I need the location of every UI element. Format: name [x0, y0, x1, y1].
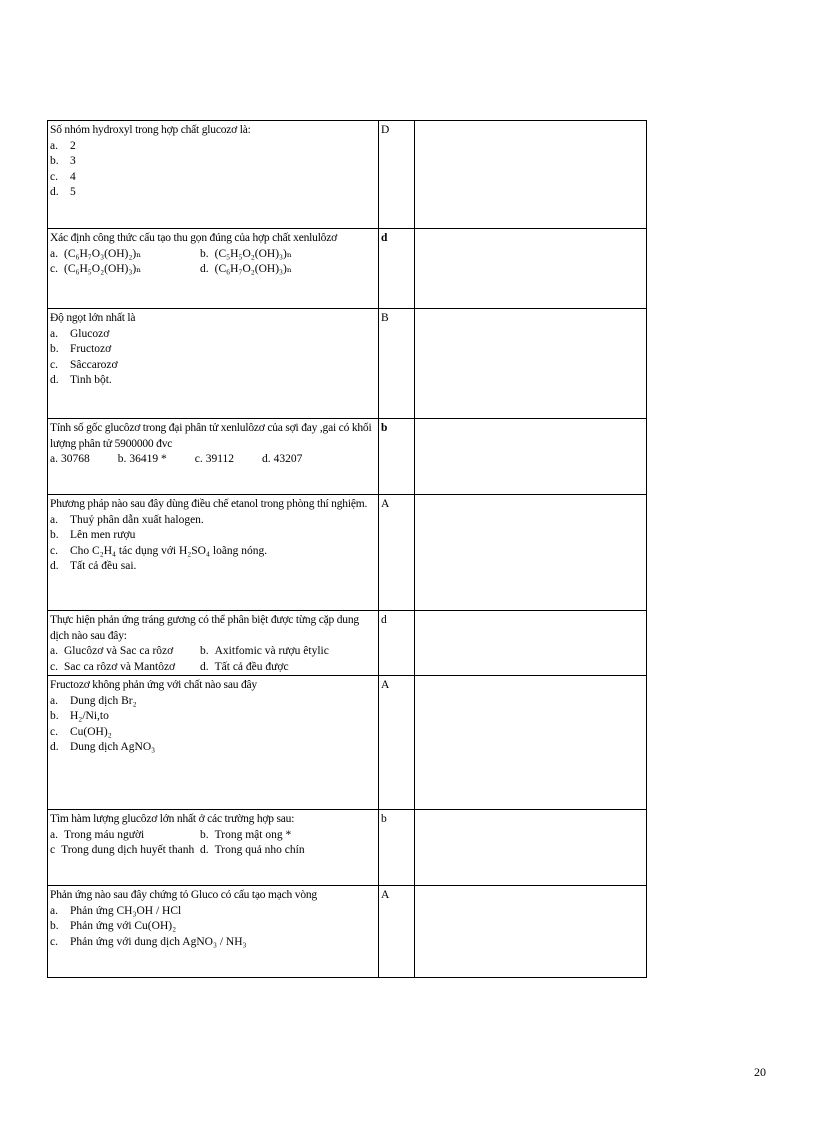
option-text: Lên men rượu	[70, 529, 136, 542]
option-item	[50, 170, 376, 186]
option-list	[50, 828, 376, 859]
option-text: (C₆H₇O₂(OH)₃)ₙ	[214, 263, 292, 276]
option-item	[200, 828, 376, 844]
option-label: a.	[50, 904, 58, 917]
option-list	[50, 904, 376, 951]
question-cell	[48, 810, 379, 886]
answer-key: D	[381, 124, 390, 136]
quiz-table	[47, 120, 647, 978]
option-text: 43207	[273, 453, 303, 466]
option-text: Phản ứng CH₃OH / HCl	[70, 904, 182, 917]
option-label: b.	[200, 247, 209, 260]
option-label: a.	[50, 327, 58, 340]
option-item	[50, 139, 376, 155]
option-item	[50, 247, 200, 263]
answer-key: B	[381, 312, 389, 324]
option-item	[50, 154, 376, 170]
answer-key: b	[381, 813, 387, 826]
question-stem: Xác định công thức cấu tạo thu gọn đúng của hợp chất xenlulôzơ	[50, 232, 338, 244]
option-item	[50, 185, 376, 201]
option-item	[50, 544, 376, 560]
option-label: c.	[50, 358, 58, 371]
option-text: Sac ca rôzơ và Mantôzơ	[63, 660, 176, 673]
option-text: Tất cả đều được	[214, 660, 289, 673]
answer-key: A	[381, 498, 390, 510]
option-text: 2	[70, 139, 76, 152]
option-item	[200, 247, 376, 263]
option-label: d.	[50, 741, 59, 754]
option-label: c.	[194, 453, 203, 466]
option-label: a.	[50, 247, 58, 260]
question-row	[48, 229, 647, 309]
option-text: Thuỷ phân dẫn xuất halogen.	[70, 513, 204, 526]
question-stem: Tìm hàm lượng glucôzơ lớn nhất ở các trường hợp sau:	[50, 813, 295, 826]
option-label: c.	[50, 544, 58, 557]
option-label: b.	[200, 645, 209, 658]
option-label: c.	[50, 660, 58, 673]
option-text: H₂/Ni,to	[70, 710, 109, 723]
answer-key: b	[381, 422, 388, 434]
option-item	[200, 262, 376, 278]
answer-cell	[379, 611, 415, 676]
answer-key: d	[381, 614, 387, 626]
notes-cell	[415, 611, 647, 676]
answer-key: A	[381, 679, 390, 692]
option-item	[50, 828, 200, 844]
option-text: 30768	[60, 453, 90, 466]
option-item	[50, 452, 90, 468]
option-item	[200, 843, 376, 859]
answer-key: d	[381, 232, 388, 244]
option-label: b.	[50, 920, 59, 933]
question-cell	[48, 886, 379, 978]
option-label: d.	[50, 560, 59, 573]
option-label: a.	[50, 694, 58, 707]
option-label: a.	[50, 645, 58, 658]
answer-cell	[379, 810, 415, 886]
option-item	[50, 904, 376, 920]
option-item	[50, 342, 376, 358]
question-cell	[48, 419, 379, 495]
option-label: b.	[50, 343, 59, 356]
answer-cell	[379, 419, 415, 495]
question-row	[48, 676, 647, 810]
option-item	[50, 709, 376, 725]
question-row	[48, 495, 647, 611]
option-list	[50, 694, 376, 756]
option-label: b.	[50, 529, 59, 542]
option-text: Trong mật ong *	[214, 828, 292, 841]
question-stem: Độ ngọt lớn nhất là	[50, 312, 136, 324]
notes-cell	[415, 121, 647, 229]
question-cell	[48, 309, 379, 419]
option-list	[50, 513, 376, 575]
option-list	[50, 247, 376, 278]
option-text: Tinh bột.	[70, 374, 112, 387]
option-label: d.	[50, 186, 59, 199]
option-text: Phản ứng với dung dịch AgNO₃ / NH₃	[70, 935, 247, 948]
option-label: c.	[50, 725, 58, 738]
option-item	[50, 644, 200, 660]
option-item	[50, 660, 200, 676]
option-label: b.	[50, 155, 59, 168]
option-item	[50, 694, 376, 710]
option-list	[50, 139, 376, 201]
option-item	[50, 358, 376, 374]
option-text: Glucozơ	[70, 327, 110, 340]
notes-cell	[415, 229, 647, 309]
option-text: (C₅H₅O₂(OH)₃)ₙ	[214, 247, 292, 260]
option-text: Trong quả nho chín	[214, 844, 305, 857]
option-item	[50, 843, 200, 859]
option-text: 4	[70, 170, 76, 183]
option-label: c.	[50, 170, 58, 183]
option-text: Trong máu người	[63, 828, 145, 841]
question-cell	[48, 611, 379, 676]
option-label: d.	[50, 374, 59, 387]
option-text: (C₆H₇O₃(OH)₂)ₙ	[63, 247, 142, 260]
option-label: d.	[200, 263, 209, 276]
notes-cell	[415, 886, 647, 978]
option-list	[50, 327, 376, 389]
question-cell	[48, 121, 379, 229]
option-text: Tất cả đều sai.	[70, 560, 137, 573]
question-cell	[48, 229, 379, 309]
option-text: 36419 *	[129, 453, 167, 466]
option-item	[118, 452, 167, 468]
notes-cell	[415, 309, 647, 419]
option-list	[50, 644, 376, 675]
question-row	[48, 886, 647, 978]
option-label: c.	[50, 935, 58, 948]
option-text: 5	[70, 186, 76, 199]
option-label: b.	[117, 453, 127, 466]
option-item	[200, 660, 376, 676]
option-item	[50, 725, 376, 741]
option-text: (C₆H₅O₂(OH)₃)ₙ	[63, 263, 142, 276]
answer-cell	[379, 886, 415, 978]
question-stem: Phương pháp nào sau đây dùng điều chế etanol trong phòng thí nghiệm.	[50, 498, 368, 510]
option-label: b.	[50, 710, 59, 723]
option-text: 3	[70, 155, 76, 168]
question-stem: Thực hiện phản ứng tráng gương có thể phân biệt được từng cặp dung dịch nào sau đây:	[50, 614, 359, 642]
option-item	[50, 740, 376, 756]
question-row	[48, 611, 647, 676]
option-item	[50, 528, 376, 544]
option-label: a.	[50, 513, 58, 526]
notes-cell	[415, 495, 647, 611]
notes-cell	[415, 419, 647, 495]
option-text: 39112	[205, 453, 235, 466]
option-text: Dung dịch Br₂	[70, 694, 137, 707]
question-cell	[48, 676, 379, 810]
question-row	[48, 419, 647, 495]
option-label: b.	[200, 828, 209, 841]
option-label: a.	[50, 453, 58, 466]
question-row	[48, 810, 647, 886]
option-item	[200, 644, 376, 660]
option-label: a.	[50, 139, 58, 152]
option-text: Fructozơ	[70, 343, 112, 356]
answer-cell	[379, 229, 415, 309]
option-item	[262, 452, 302, 468]
option-text: Dung dịch AgNO₃	[70, 741, 156, 754]
option-item	[50, 327, 376, 343]
option-text: Axitfomic và rượu êtylic	[214, 645, 329, 658]
option-text: Cu(OH)₂	[70, 725, 112, 738]
option-item	[50, 373, 376, 389]
notes-cell	[415, 676, 647, 810]
option-label: d.	[200, 844, 209, 857]
option-text: Trong dung dịch huyết thanh	[61, 844, 195, 857]
answer-cell	[379, 309, 415, 419]
page-number: 20	[754, 1065, 766, 1079]
option-item	[195, 452, 234, 468]
option-label: c	[50, 844, 56, 857]
option-label: d.	[200, 660, 209, 673]
question-row	[48, 309, 647, 419]
question-row	[48, 121, 647, 229]
question-stem: Phản ứng nào sau đây chứng tỏ Gluco có cấu tạo mạch vòng	[50, 889, 317, 902]
option-text: Phản ứng với Cu(OH)₂	[70, 920, 177, 933]
option-text: Sâccarozơ	[70, 358, 118, 371]
answer-cell	[379, 121, 415, 229]
option-text: Cho C₂H₄ tác dụng với H₂SO₄ loãng nóng.	[70, 544, 268, 557]
answer-key: A	[381, 889, 390, 902]
answer-cell	[379, 676, 415, 810]
option-text: Glucôzơ và Sac ca rôzơ	[63, 645, 174, 658]
option-item	[50, 559, 376, 575]
question-cell	[48, 495, 379, 611]
question-stem: Tính số gốc glucôzơ trong đại phân tử xenlulôzơ của sợi đay ,gai có khối lượng phân tử 5900000 đvc	[50, 422, 372, 450]
option-label: a.	[50, 828, 58, 841]
option-label: d.	[262, 453, 271, 466]
option-item	[50, 935, 376, 951]
notes-cell	[415, 810, 647, 886]
option-item	[50, 919, 376, 935]
answer-cell	[379, 495, 415, 611]
question-stem: Fructozơ không phản ứng với chất nào sau đây	[50, 679, 257, 692]
option-list	[50, 452, 376, 468]
question-stem: Số nhóm hydroxyl trong hợp chất glucozơ là:	[50, 124, 251, 136]
option-item	[50, 513, 376, 529]
option-label: c.	[50, 263, 58, 276]
option-item	[50, 262, 200, 278]
